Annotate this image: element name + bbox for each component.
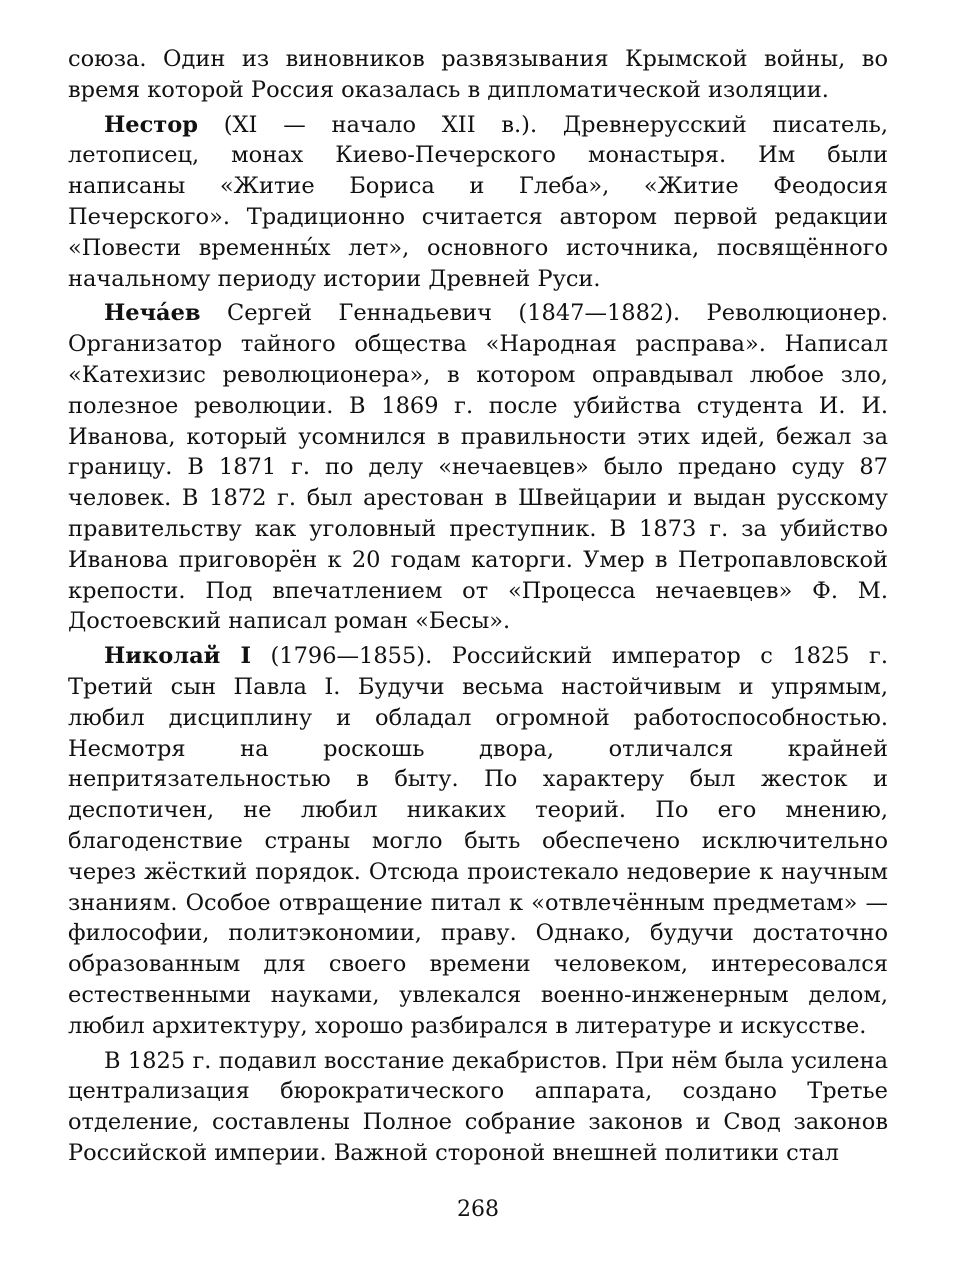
paragraph-text: союза. Один из виновников развязывания Крымской войны, во время которой Россия оказалась в дипломатической изоляции. xyxy=(68,46,888,103)
entry-headword: Нестор xyxy=(104,111,198,138)
entry-nechaev xyxy=(68,298,888,637)
entry-nestor xyxy=(68,110,888,295)
entry-text: Сергей Геннадьевич (1847—1882). Революционер. Организатор тайного общества «Народная расправа». Написал «Катехизис революционера», в котором оправдывал любое зло, полезное революции. В 1869 г. после убийства студента И. И. Иванова, который усомнился в правильности этих идей, бежал за границу. В 1871 г. по делу «нечаевцев» было предано суду 87 человек. В 1872 г. был арестован в Швейцарии и выдан русскому правительству как уголовный преступник. В 1873 г. за убийство Иванова приговорён к 20 годам каторги. Умер в Петропавловской крепости. Под впечатлением от «Процесса нечаевцев» Ф. М. Достоевский написал роман «Бесы». xyxy=(68,300,888,635)
entry-headword: Николай I xyxy=(104,643,252,670)
page-number: 268 xyxy=(457,1197,499,1222)
paragraph-soyuz xyxy=(68,44,888,106)
entry-nikolai-continued xyxy=(68,1046,888,1169)
paragraph-text: В 1825 г. подавил восстание декабристов. При нём была усилена централизация бюрократического аппарата, создано Третье отделение, составлены Полное собрание законов и Свод законов Российской империи. Важной стороной внешней политики стал xyxy=(68,1047,888,1166)
page-body xyxy=(68,44,888,1173)
entry-text: (1796—1855). Российский император с 1825 г. Третий сын Павла I. Будучи весьма настойчивым и упрямым, любил дисциплину и обладал огромной работоспособностью. Несмотря на роскошь двора, отличался крайней непритязательностью в быту. По характеру был жесток и деспотичен, не любил никаких теорий. По его мнению, благоденствие страны могло быть обеспечено исключительно через жёсткий порядок. Отсюда проистекало недоверие к научным знаниям. Особое отвращение питал к «отвлечённым предметам» — философии, политэкономии, праву. Однако, будучи достаточно образованным для своего времени человеком, интересовался естественными науками, увлекался военно-инженерным делом, любил архитектуру, хорошо разбирался в литературе и искусстве. xyxy=(68,643,888,1039)
entry-nikolai xyxy=(68,641,888,1041)
entry-text: (XI — начало XII в.). Древнерусский писатель, летописец, монах Киево-Печерского монастыря. Им были написаны «Житие Бориса и Глеба», «Житие Феодосия Печерского». Традиционно считается автором первой редакции «Повести временны́х лет», основного источника, посвящённого начальному периоду истории Древней Руси. xyxy=(68,111,888,292)
entry-headword: Неча́ев xyxy=(104,300,201,327)
